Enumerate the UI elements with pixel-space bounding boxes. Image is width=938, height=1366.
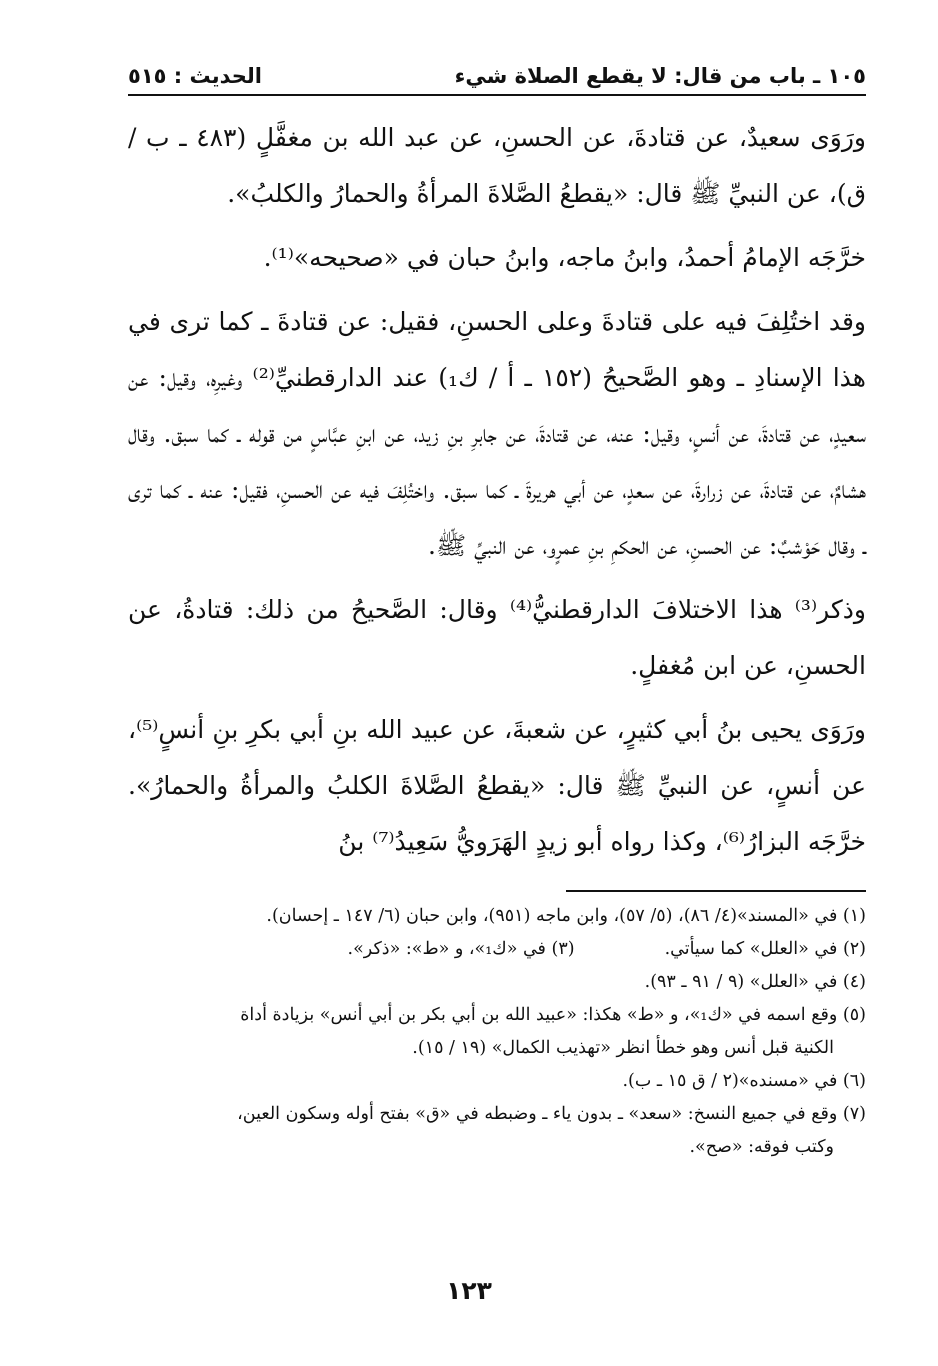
running-header xyxy=(128,52,866,96)
footnote: (٢) في «العلل» كما سيأتي. xyxy=(664,939,866,959)
footnote: (٤) في «العلل» (٩ / ٩١ ـ ٩٣). xyxy=(644,972,866,992)
paragraph: خرَّجَه الإمامُ أحمدُ، وابنُ ماجه، وابنُ حبان في «صحيحه»⁽¹⁾. xyxy=(263,243,866,272)
page-number: ١٢٣ xyxy=(446,1276,492,1305)
footnote-continuation: وكتب فوقه: «صح». xyxy=(689,1137,834,1157)
footnote-continuation: الكنية قبل أنس وهو خطأ انظر «تهذيب الكمال» (١٩ / ١٥). xyxy=(412,1038,834,1058)
paragraph: وقد اختُلِفَ فيه على قتادةَ وعلى الحسنِ، فقيل: عن قتادةَ ـ كما ترى في هذا الإسنادِ ـ وهو الصَّحيحُ (١٥٢ ـ أ / ك₁) عند الدارقطنيِّ⁽²⁾ وغيرِه، وقيل: عن سعيدٍ، عن قتادةَ، عن أنسٍ، وقيل: عنه، عن قتادةَ، عن جابرِ بنِ زيد، عن ابنِ عبَّاسٍ من قوله ـ كما سبق. وقال هشامٌ، عن قتادةَ، عن زرارةَ، عن سعدٍ، عن أبي هريرةَ ـ كما سبق. واختُلِفَ فيه عن الحسنِ، فقيل: عنه ـ كما ترى ـ وقال حَوْشبٌ: عن الحسنِ، عن الحكمِ بنِ عمرٍو، عن النبيِّ ﷺ. xyxy=(128,307,866,560)
chapter-title: ١٠٥ ـ باب من قال: لا يقطع الصلاة شيء xyxy=(454,64,866,88)
footnotes xyxy=(128,900,866,1164)
footnote: (٣) في «ك₁»، و «ط»: «ذكر». xyxy=(347,939,575,959)
footnote: (٦) في «مسنده»(٢ / ق ١٥ ـ ب). xyxy=(622,1071,866,1091)
paragraph: ورَوَى يحيى بنُ أبي كثيرٍ، عن شعبةَ، عن عبيد الله بنِ أبي بكرِ بنِ أنسٍ⁽⁵⁾، عن أنسٍ، عن النبيِّ ﷺ قال: «يقطعُ الصَّلاةَ الكلبُ والمرأةُ والحمارُ». خرَّجَه البزارُ⁽⁶⁾، وكذا رواه أبو زيدٍ الهَرَويُّ سَعِيدُ⁽⁷⁾ بنُ xyxy=(128,715,866,856)
book-page xyxy=(128,52,866,1164)
hadith-number: الحديث : ٥١٥ xyxy=(128,64,262,88)
footnote: (٥) وقع اسمه في «ك₁»، و «ط» هكذا: «عبيد الله بن أبي بكر بن أبي أنس» بزيادة أداة xyxy=(240,1005,866,1025)
footnote: (١) في «المسند»(٤/ ٨٦)، (٥/ ٥٧)، وابن ماجه (٩٥١)، وابن حبان (٦/ ١٤٧ ـ إحسان). xyxy=(266,906,866,926)
paragraph: ورَوَى سعيدٌ، عن قتادةَ، عن الحسنِ، عن عبد الله بن مغفَّلٍ (٤٨٣ ـ ب / ق)، عن النبيِّ ﷺ قال: «يقطعُ الصَّلاةَ المرأةُ والحمارُ والكلبُ». xyxy=(128,123,867,208)
paragraph: وذكر⁽³⁾ هذا الاختلافَ الدارقطنيُّ⁽⁴⁾ وقال: الصَّحيحُ من ذلك: قتادةُ، عن الحسنِ، عن ابن مُغفلٍ. xyxy=(128,595,866,680)
footnote: (٧) وقع في جميع النسخ: «سعد» ـ بدون ياء ـ وضبطه في «ق» بفتح أوله وسكون العين، xyxy=(237,1104,866,1124)
footnote-separator xyxy=(566,890,866,892)
main-text xyxy=(128,110,866,870)
footnote-row xyxy=(128,933,866,966)
